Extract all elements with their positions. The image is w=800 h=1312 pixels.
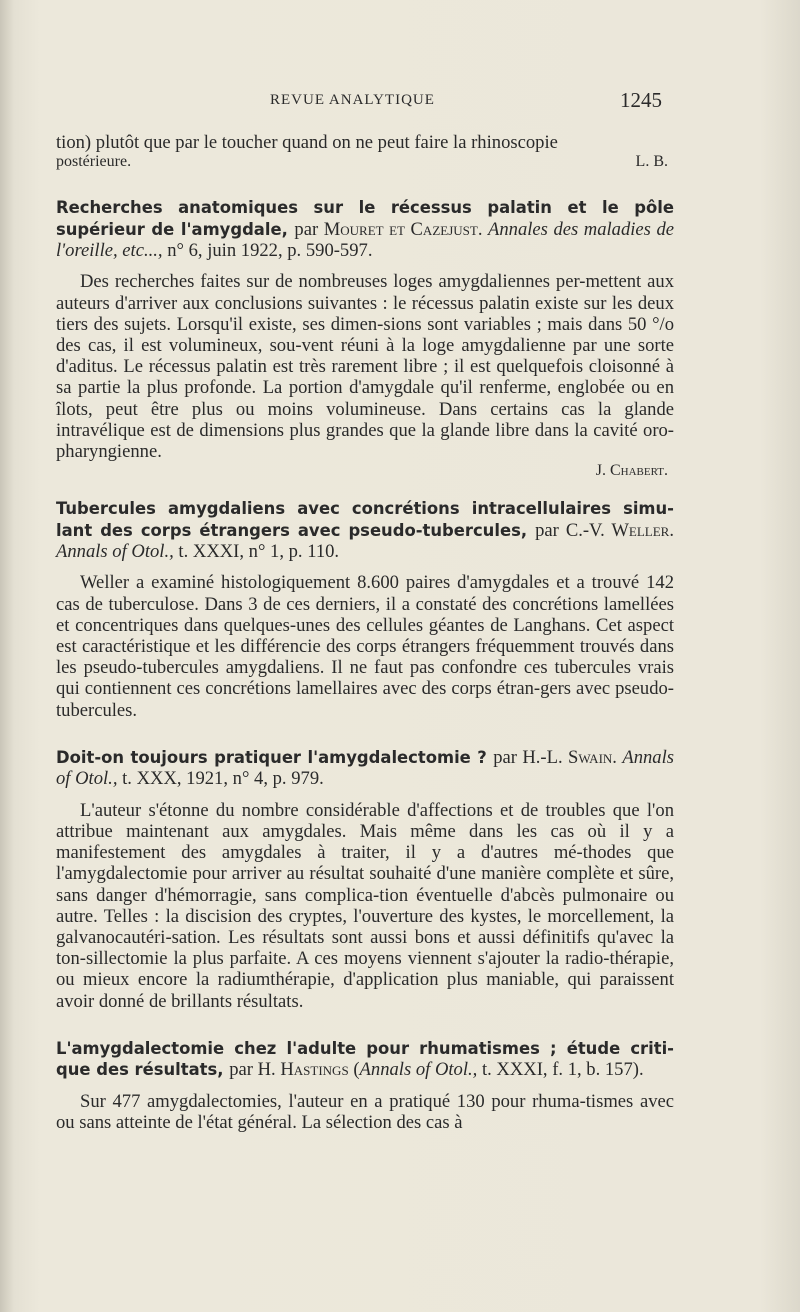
article-authors: Mouret et Cazejust.: [323, 218, 483, 240]
article-body-end: postérieure. L. B.: [56, 153, 674, 171]
journal-name: Annals of Otol.,: [359, 1059, 478, 1081]
article-title: Doit-on toujours pratiquer l'amygdalectomie ? par H.-L. Swain. Annals of Otol., t. XXX, 1921, n° 4, p. 979.: [56, 746, 674, 790]
article: [56, 747, 674, 1012]
article-body: L'auteur s'étonne du nombre considérable d'affections et de troubles que l'on attribue maintenant aux amygdales. Mais même dans les cas où il y a manifestement des amygdales à traiter, il y a d'autres mé-thodes que l'amygdalectomie pour arriver au résultat souhaité d'une manière complète et sûre, sans danger d'hémorragie, sans complica-tion éventuelle d'abcès pulmonaire ou autre. Telles : la discision des cryptes, l'ouverture des kystes, le morcellement, la galvanocautéri-sation. Les résultats sont aussi bons et aussi définitifs qu'avec la ton-sillectomie la plus parfaite. A ces moyens viennent s'ajouter la radio-thérapie, ou mieux encore la radiumthérapie, d'application plus maniable, qui paraissent avoir donné de brillants résultats.: [56, 799, 674, 1012]
article-body: tion) plutôt que par le toucher quand on ne peut faire la rhinoscopie: [56, 132, 558, 153]
page-number: 1245: [620, 88, 662, 112]
article: [56, 197, 674, 480]
article-citation: t. XXXI, f. 1, b. 157).: [481, 1059, 644, 1081]
article-continuation: [56, 132, 674, 171]
article-authors: C.-V. Weller.: [565, 519, 674, 541]
article-body: Sur 477 amygdalectomies, l'auteur en a pratiqué 130 pour rhuma-tismes avec ou sans atteinte de l'état général. La sélection des cas à: [56, 1090, 674, 1133]
page-header: [0, 88, 800, 118]
article-citation: t. XXXI, n° 1, p. 110.: [178, 541, 340, 563]
article-authors: H.-L. Swain.: [522, 746, 617, 768]
article-authors: H. Hastings: [257, 1059, 349, 1081]
article-signature: J. Chabert.: [595, 462, 668, 480]
running-head: REVUE ANALYTIQUE: [270, 92, 435, 108]
article-citation: t. XXX, 1921, n° 4, p. 979.: [122, 768, 324, 790]
article: [56, 1038, 674, 1133]
article-signature: L. B.: [635, 153, 668, 171]
article-title: Recherches anatomiques sur le récessus palatin et le pôle supérieur de l'amygdale, par Mouret et Cazejust. Annales des maladies de l'oreille, etc..., n° 6, juin 1922, p. 590-597.: [56, 198, 674, 262]
article-title: L'amygdalectomie chez l'adulte pour rhumatismes ; étude criti-que des résultats, par H. Hastings (Annals of Otol., t. XXXI, f. 1, b. 157).: [56, 1038, 674, 1081]
article-citation: n° 6, juin 1922, p. 590-597.: [167, 240, 373, 262]
article-title: Tubercules amygdaliens avec concrétions intracellulaires simu-lant des corps étrangers avec pseudo-tubercules, par C.-V. Weller. Annals of Otol., t. XXXI, n° 1, p. 110.: [56, 499, 674, 563]
journal-name: Annales des maladies de l'oreille, etc...,: [56, 218, 674, 262]
journal-name: Annals of Otol.,: [56, 746, 674, 790]
article-body: Weller a examiné histologiquement 8.600 paires d'amygdales et a trouvé 142 cas de tuberculose. Dans 3 de ces derniers, il a constaté des concrétions lamellées et concentriques dans quelques-unes des cellules géantes de Langhans. Cet aspect est caractéristique et les différencie des corps étrangers fréquemment trouvés dans les pseudo-tubercules amygdaliens. Il ne faut pas confondre ces tubercules vrais qui contiennent ces concrétions lamellaires avec des corps étran-gers avec pseudo-tubercules.: [56, 572, 674, 721]
article: [56, 498, 674, 721]
text-column: [56, 132, 674, 1133]
article-body: Des recherches faites sur de nombreuses loges amygdaliennes per-mettent aux auteurs d'arriver aux conclusions suivantes : le récessus palatin existe sur les deux tiers des sujets. Lorsqu'il existe, ses dimen-sions sont variables ; mais dans 50 °/o des cas, il est volumineux, sou-vent réuni à la loge amygdalienne par une sorte d'aditus. Le récessus palatin est très rarement libre ; il est quelquefois cloisonné à sa partie la plus profonde. La portion d'amygdale qu'il renferme, englobée ou en îlots, peut être plus ou moins volumineuse. Dans certains cas la glande intravélique est de dimensions plus grandes que la glande libre dans la cavité oro-pharyngienne.: [56, 271, 674, 463]
journal-name: Annals of Otol.,: [56, 541, 174, 563]
